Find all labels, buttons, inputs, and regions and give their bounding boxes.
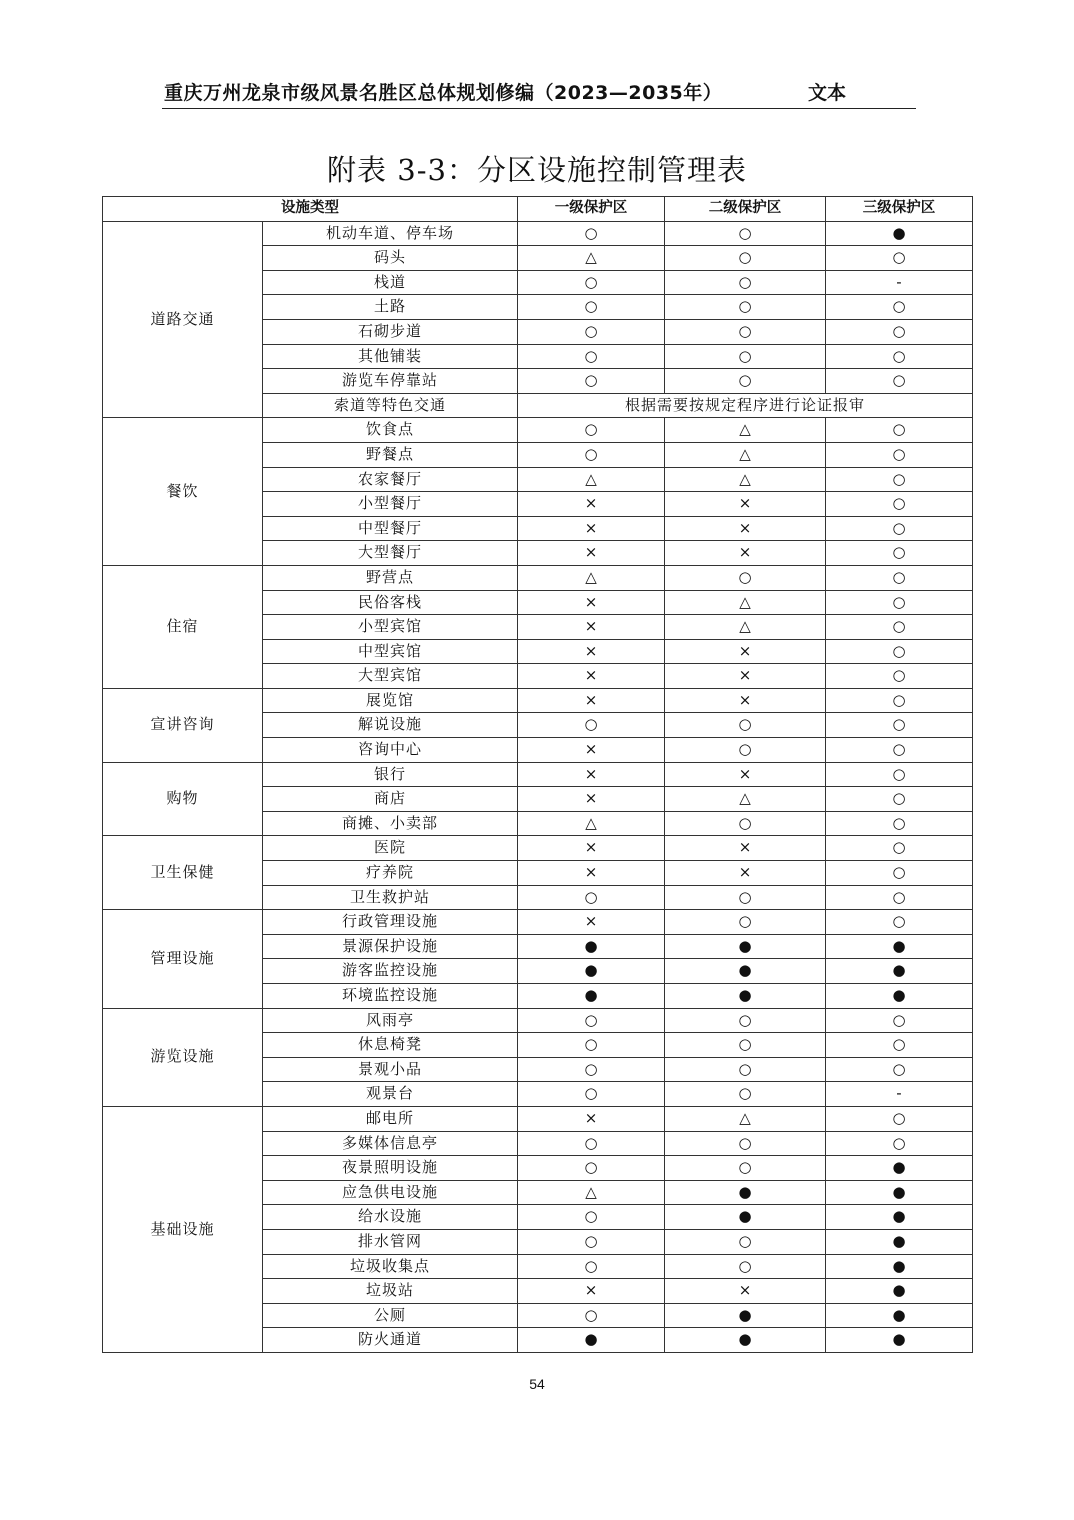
facility-control-table [102,196,973,1353]
level-3-symbol-cell: ○ [826,1008,973,1033]
facility-name-cell: 土路 [263,295,518,320]
category-cell: 管理设施 [103,910,263,1008]
level-3-symbol-cell: ○ [826,246,973,271]
level-3-symbol-cell: ○ [826,910,973,935]
facility-name-cell: 观景台 [263,1082,518,1107]
table-row [103,418,973,443]
level-1-symbol-cell: × [518,836,665,861]
level-3-symbol-cell: ○ [826,565,973,590]
level-1-symbol-cell: × [518,910,665,935]
note-cell: 根据需要按规定程序进行论证报审 [518,393,973,418]
level-2-symbol-cell: ● [665,934,826,959]
level-2-symbol-cell: ○ [665,885,826,910]
level-1-symbol-cell: ○ [518,1156,665,1181]
facility-name-cell: 夜景照明设施 [263,1156,518,1181]
table-row [103,910,973,935]
header-level-3: 三级保护区 [826,197,973,222]
level-2-symbol-cell: ○ [665,1229,826,1254]
level-2-symbol-cell: ● [665,1328,826,1353]
level-1-symbol-cell: × [518,541,665,566]
level-2-symbol-cell: ○ [665,1131,826,1156]
level-2-symbol-cell: ○ [665,1008,826,1033]
level-1-symbol-cell: ● [518,934,665,959]
level-1-symbol-cell: △ [518,811,665,836]
table-row [103,1106,973,1131]
facility-name-cell: 咨询中心 [263,738,518,763]
level-3-symbol-cell: ○ [826,836,973,861]
category-cell: 基础设施 [103,1106,263,1352]
level-2-symbol-cell: ○ [665,344,826,369]
level-1-symbol-cell: ○ [518,418,665,443]
facility-name-cell: 垃圾收集点 [263,1254,518,1279]
facility-name-cell: 大型宾馆 [263,664,518,689]
level-1-symbol-cell: ● [518,959,665,984]
level-1-symbol-cell: ○ [518,1229,665,1254]
level-2-symbol-cell: ○ [665,295,826,320]
level-3-symbol-cell: ○ [826,319,973,344]
facility-name-cell: 风雨亭 [263,1008,518,1033]
facility-name-cell: 公厕 [263,1303,518,1328]
level-3-symbol-cell: ○ [826,885,973,910]
level-3-symbol-cell: ○ [826,1131,973,1156]
facility-name-cell: 石砌步道 [263,319,518,344]
level-1-symbol-cell: × [518,664,665,689]
level-1-symbol-cell: ○ [518,270,665,295]
category-cell: 卫生保健 [103,836,263,910]
table-header-row [103,197,973,222]
level-3-symbol-cell: ● [826,1229,973,1254]
level-2-symbol-cell: ○ [665,1057,826,1082]
level-1-symbol-cell: ○ [518,344,665,369]
facility-name-cell: 邮电所 [263,1106,518,1131]
level-2-symbol-cell: × [665,1279,826,1304]
level-1-symbol-cell: × [518,738,665,763]
level-3-symbol-cell: ○ [826,738,973,763]
facility-name-cell: 排水管网 [263,1229,518,1254]
facility-name-cell: 民俗客栈 [263,590,518,615]
level-2-symbol-cell: ○ [665,369,826,394]
facility-name-cell: 医院 [263,836,518,861]
level-3-symbol-cell: ○ [826,418,973,443]
level-2-symbol-cell: △ [665,467,826,492]
level-1-symbol-cell: ● [518,1328,665,1353]
level-2-symbol-cell: ○ [665,221,826,246]
level-1-symbol-cell: × [518,615,665,640]
category-cell: 住宿 [103,565,263,688]
level-3-symbol-cell: ● [826,1279,973,1304]
level-1-symbol-cell: ○ [518,1131,665,1156]
facility-name-cell: 行政管理设施 [263,910,518,935]
table-row [103,762,973,787]
header-title: 重庆万州龙泉市级风景名胜区总体规划修编（2023—2035年） [164,82,723,104]
level-2-symbol-cell: △ [665,418,826,443]
level-1-symbol-cell: ○ [518,442,665,467]
facility-name-cell: 给水设施 [263,1205,518,1230]
level-1-symbol-cell: × [518,516,665,541]
level-3-symbol-cell: ○ [826,492,973,517]
level-3-symbol-cell: ○ [826,688,973,713]
level-2-symbol-cell: ○ [665,246,826,271]
facility-name-cell: 野营点 [263,565,518,590]
level-3-symbol-cell: ○ [826,295,973,320]
table-body [103,221,973,1352]
table-row [103,836,973,861]
level-2-symbol-cell: × [665,688,826,713]
level-3-symbol-cell: - [826,1082,973,1107]
level-1-symbol-cell: ○ [518,221,665,246]
level-3-symbol-cell: ○ [826,811,973,836]
level-3-symbol-cell: ● [826,1205,973,1230]
level-1-symbol-cell: ○ [518,1205,665,1230]
level-1-symbol-cell: × [518,1106,665,1131]
level-1-symbol-cell: △ [518,565,665,590]
level-1-symbol-cell: × [518,787,665,812]
facility-name-cell: 解说设施 [263,713,518,738]
level-2-symbol-cell: × [665,541,826,566]
facility-name-cell: 休息椅凳 [263,1033,518,1058]
level-3-symbol-cell: ● [826,1156,973,1181]
category-cell: 道路交通 [103,221,263,418]
level-1-symbol-cell: ○ [518,1303,665,1328]
level-3-symbol-cell: ○ [826,1106,973,1131]
facility-name-cell: 野餐点 [263,442,518,467]
level-1-symbol-cell: × [518,1279,665,1304]
level-2-symbol-cell: ● [665,1303,826,1328]
facility-name-cell: 防火通道 [263,1328,518,1353]
level-2-symbol-cell: × [665,516,826,541]
facility-name-cell: 码头 [263,246,518,271]
level-1-symbol-cell: ○ [518,1254,665,1279]
facility-name-cell: 中型宾馆 [263,639,518,664]
facility-name-cell: 景源保护设施 [263,934,518,959]
level-3-symbol-cell: ● [826,1180,973,1205]
header-level-2: 二级保护区 [665,197,826,222]
level-2-symbol-cell: × [665,639,826,664]
level-2-symbol-cell: × [665,664,826,689]
level-1-symbol-cell: ○ [518,713,665,738]
facility-name-cell: 小型宾馆 [263,615,518,640]
facility-name-cell: 环境监控设施 [263,984,518,1009]
level-2-symbol-cell: ○ [665,565,826,590]
category-cell: 购物 [103,762,263,836]
category-cell: 游览设施 [103,1008,263,1106]
facility-name-cell: 垃圾站 [263,1279,518,1304]
page-header [162,78,916,109]
facility-name-cell: 多媒体信息亭 [263,1131,518,1156]
level-3-symbol-cell: ○ [826,639,973,664]
facility-name-cell: 景观小品 [263,1057,518,1082]
level-2-symbol-cell: ● [665,984,826,1009]
facility-name-cell: 游览车停靠站 [263,369,518,394]
level-2-symbol-cell: × [665,861,826,886]
level-2-symbol-cell: ○ [665,1082,826,1107]
facility-name-cell: 饮食点 [263,418,518,443]
facility-name-cell: 栈道 [263,270,518,295]
header-level-1: 一级保护区 [518,197,665,222]
level-2-symbol-cell: ○ [665,319,826,344]
level-2-symbol-cell: ○ [665,738,826,763]
facility-name-cell: 索道等特色交通 [263,393,518,418]
level-1-symbol-cell: × [518,639,665,664]
level-1-symbol-cell: ○ [518,1008,665,1033]
level-1-symbol-cell: △ [518,246,665,271]
level-1-symbol-cell: × [518,492,665,517]
level-2-symbol-cell: × [665,492,826,517]
level-3-symbol-cell: ○ [826,664,973,689]
level-1-symbol-cell: × [518,762,665,787]
level-3-symbol-cell: ○ [826,1057,973,1082]
table-row [103,1008,973,1033]
level-3-symbol-cell: ● [826,934,973,959]
facility-name-cell: 应急供电设施 [263,1180,518,1205]
level-1-symbol-cell: △ [518,467,665,492]
level-1-symbol-cell: ○ [518,1057,665,1082]
level-1-symbol-cell: × [518,590,665,615]
level-2-symbol-cell: × [665,762,826,787]
level-3-symbol-cell: ○ [826,1033,973,1058]
level-3-symbol-cell: ● [826,1254,973,1279]
level-2-symbol-cell: △ [665,615,826,640]
level-1-symbol-cell: ○ [518,1082,665,1107]
level-2-symbol-cell: △ [665,1106,826,1131]
level-1-symbol-cell: × [518,688,665,713]
level-1-symbol-cell: ● [518,984,665,1009]
level-3-symbol-cell: ● [826,221,973,246]
level-2-symbol-cell: △ [665,442,826,467]
level-2-symbol-cell: ○ [665,910,826,935]
level-3-symbol-cell: ○ [826,516,973,541]
level-1-symbol-cell: ○ [518,1033,665,1058]
facility-name-cell: 大型餐厅 [263,541,518,566]
level-2-symbol-cell: ○ [665,1033,826,1058]
level-1-symbol-cell: ○ [518,885,665,910]
level-2-symbol-cell: △ [665,787,826,812]
level-3-symbol-cell: ● [826,1303,973,1328]
header-tag: 文本 [808,82,847,104]
facility-name-cell: 卫生救护站 [263,885,518,910]
page-number: 54 [529,1376,545,1392]
facility-name-cell: 机动车道、停车场 [263,221,518,246]
table-row [103,565,973,590]
level-2-symbol-cell: ● [665,1180,826,1205]
level-1-symbol-cell: × [518,861,665,886]
level-3-symbol-cell: ● [826,959,973,984]
level-2-symbol-cell: △ [665,590,826,615]
level-2-symbol-cell: ○ [665,1156,826,1181]
level-1-symbol-cell: ○ [518,319,665,344]
facility-name-cell: 游客监控设施 [263,959,518,984]
level-3-symbol-cell: - [826,270,973,295]
table-row [103,221,973,246]
document-title: 附表 3-3：分区设施控制管理表 [327,153,747,187]
level-3-symbol-cell: ○ [826,467,973,492]
level-2-symbol-cell: × [665,836,826,861]
header-facility-type: 设施类型 [103,197,518,222]
level-3-symbol-cell: ● [826,1328,973,1353]
level-3-symbol-cell: ○ [826,861,973,886]
level-3-symbol-cell: ○ [826,442,973,467]
level-1-symbol-cell: ○ [518,295,665,320]
level-2-symbol-cell: ○ [665,1254,826,1279]
facility-name-cell: 中型餐厅 [263,516,518,541]
level-3-symbol-cell: ○ [826,369,973,394]
level-3-symbol-cell: ○ [826,344,973,369]
level-3-symbol-cell: ● [826,984,973,1009]
facility-name-cell: 其他铺装 [263,344,518,369]
facility-name-cell: 展览馆 [263,688,518,713]
level-1-symbol-cell: ○ [518,369,665,394]
level-3-symbol-cell: ○ [826,762,973,787]
level-2-symbol-cell: ○ [665,811,826,836]
level-2-symbol-cell: ● [665,959,826,984]
level-1-symbol-cell: △ [518,1180,665,1205]
level-3-symbol-cell: ○ [826,787,973,812]
facility-name-cell: 农家餐厅 [263,467,518,492]
facility-name-cell: 银行 [263,762,518,787]
category-cell: 宣讲咨询 [103,688,263,762]
level-2-symbol-cell: ○ [665,270,826,295]
level-3-symbol-cell: ○ [826,541,973,566]
facility-name-cell: 商店 [263,787,518,812]
level-3-symbol-cell: ○ [826,590,973,615]
level-2-symbol-cell: ○ [665,713,826,738]
facility-name-cell: 商摊、小卖部 [263,811,518,836]
level-3-symbol-cell: ○ [826,615,973,640]
facility-name-cell: 小型餐厅 [263,492,518,517]
level-2-symbol-cell: ● [665,1205,826,1230]
facility-name-cell: 疗养院 [263,861,518,886]
table-row [103,688,973,713]
category-cell: 餐饮 [103,418,263,566]
level-3-symbol-cell: ○ [826,713,973,738]
